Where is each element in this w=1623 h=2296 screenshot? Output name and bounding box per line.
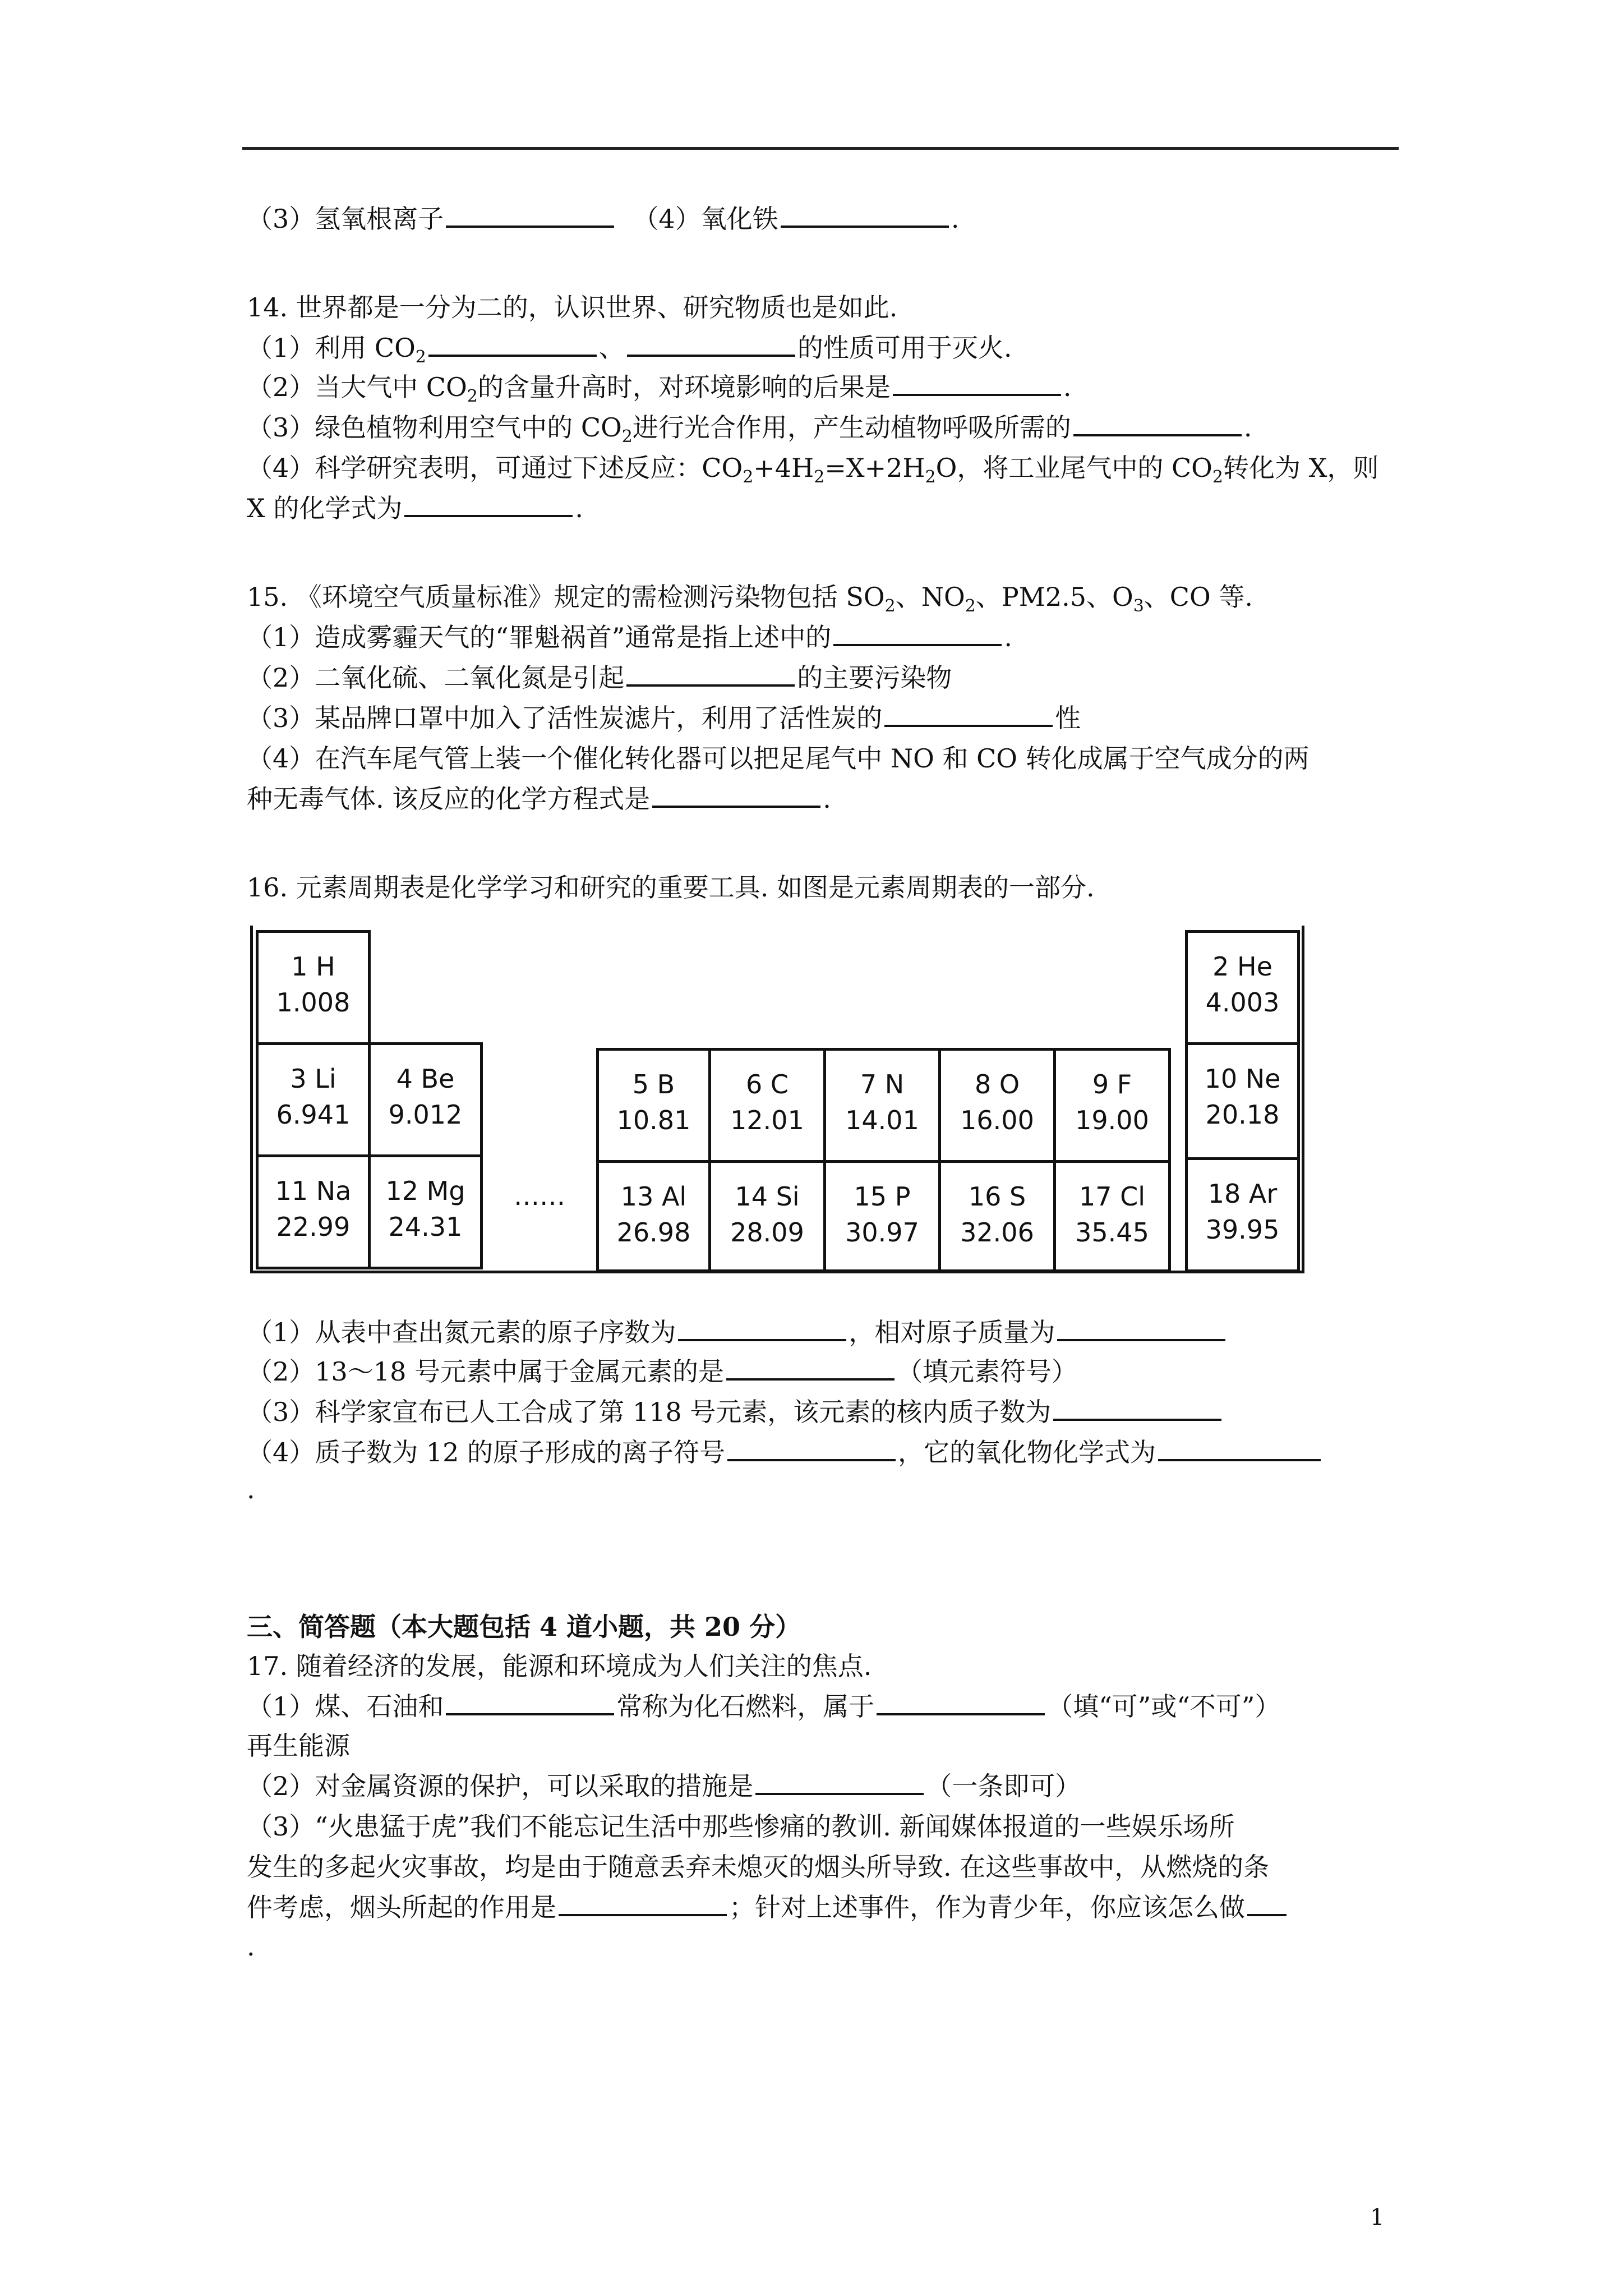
q16-item2 [247,1355,1077,1388]
element-cell-N [823,1048,941,1163]
element-symbol: 6 C [745,1069,789,1099]
element-mass: 14.01 [845,1105,919,1135]
answer-blank[interactable] [1053,1396,1221,1421]
q17-item3-line3 [247,1890,1289,1924]
answer-blank[interactable] [877,1691,1045,1715]
answer-blank[interactable] [727,1437,896,1461]
element-mass: 26.98 [616,1217,691,1248]
q14-item2 [247,370,1072,407]
text: （3）科学家宣布已人工合成了第 118 号元素，该元素的核内质子数为 [247,1397,1052,1427]
element-symbol: 11 Na [275,1176,352,1206]
answer-blank[interactable] [652,783,820,808]
page-number: 1 [1370,2205,1385,2230]
element-mass: 39.95 [1205,1214,1280,1245]
element-symbol: 13 Al [620,1181,687,1212]
q14-stem: 14. 世界都是一分为二的，认识世界、研究物质也是如此. [247,292,898,323]
element-cell-F [1053,1048,1171,1163]
element-symbol: 9 F [1092,1069,1132,1099]
q15-stem [247,580,1253,614]
q17-end-punct: . [247,1931,255,1962]
q14-item4-line2 [247,491,583,525]
answer-blank[interactable] [627,332,795,357]
q17-item3-line1: （3）“火患猛于虎”我们不能忘记生活中那些惨痛的教训. 新闻媒体报道的一些娱乐场所 [247,1811,1235,1842]
text: （3）某品牌口罩中加入了活性炭滤片，利用了活性炭的 [247,703,883,733]
subscript: 2 [965,596,976,616]
subscript: 2 [415,347,426,367]
q14-item1 [247,331,1012,365]
text: . [823,784,831,814]
answer-blank[interactable] [726,1356,895,1381]
element-symbol: 5 B [632,1069,675,1099]
q15-item3 [247,701,1081,735]
text: 、NO [895,582,965,612]
text: （4）科学研究表明，可通过下述反应：CO [247,453,743,483]
text: . [1063,372,1072,402]
element-mass: 22.99 [276,1212,351,1242]
text: +4H [753,453,814,483]
element-mass: 16.00 [960,1105,1034,1135]
element-symbol: 4 Be [396,1064,455,1094]
text: 、CO 等. [1144,582,1253,612]
text: 件考虑，烟头所起的作用是 [247,1892,556,1922]
q17-item2 [247,1769,1081,1803]
q13-item4-text: （4）氧化铁 [633,204,778,234]
subscript: 2 [925,467,936,487]
text: 进行光合作用，产生动植物呼吸所需的 [632,412,1071,443]
element-mass: 9.012 [388,1099,463,1130]
text: 、PM2.5、O [975,582,1133,612]
element-mass: 35.45 [1075,1217,1149,1248]
element-cell-Mg [368,1154,483,1269]
text: （1）造成雾霾天气的“罪魁祸首”通常是指上述中的 [247,622,832,652]
text: （2）13～18 号元素中属于金属元素的是 [247,1356,724,1387]
element-cell-P [823,1160,941,1272]
q14-item4-line1 [247,451,1378,485]
text: （一条即可） [926,1771,1081,1801]
q16-end-punct: . [247,1474,255,1504]
element-symbol: 14 Si [735,1181,800,1212]
element-cell-Na [256,1154,371,1269]
text: （2）对金属资源的保护，可以采取的措施是 [247,1771,754,1801]
q16-item4 [247,1435,1323,1469]
answer-blank[interactable] [1158,1437,1321,1461]
text: . [1243,412,1252,443]
element-mass: 20.18 [1205,1099,1280,1130]
element-mass: 28.09 [730,1217,804,1248]
answer-blank[interactable] [559,1892,727,1916]
periodic-table-image [250,926,1316,1290]
subscript: 2 [621,427,633,447]
q14-item3 [247,411,1252,447]
element-cell-S [938,1160,1056,1272]
text: ，它的氧化物化学式为 [898,1437,1156,1467]
text: 的主要污染物 [797,662,952,693]
answer-blank[interactable] [404,493,573,517]
answer-blank[interactable] [781,203,949,228]
text: 、 [598,333,625,363]
element-cell-C [708,1048,826,1163]
element-cell-Be [368,1042,483,1157]
q17-stem: 17. 随着经济的发展，能源和环境成为人们关注的焦点. [247,1651,872,1681]
text: . [575,493,583,523]
q16-stem: 16. 元素周期表是化学学习和研究的重要工具. 如图是元素周期表的一部分. [247,872,1095,903]
element-cell-Ne [1185,1042,1300,1160]
text: （4）质子数为 12 的原子形成的离子符号 [247,1437,726,1467]
text: ；针对上述事件，作为青少年，你应该怎么做 [729,1892,1245,1922]
q13-item3-text: （3）氢氧根离子 [247,204,444,234]
q13-items-3-4 [247,202,959,236]
element-mass: 32.06 [960,1217,1034,1248]
element-cell-Ar [1185,1157,1300,1272]
text: （1）利用 CO [247,333,416,363]
element-cell-Al [596,1160,711,1272]
element-symbol: 10 Ne [1204,1064,1281,1094]
text: （填元素符号） [896,1356,1077,1387]
text: O，将工业尾气中的 CO [935,453,1212,483]
element-cell-O [938,1048,1056,1163]
answer-blank[interactable] [626,662,795,687]
element-mass: 19.00 [1075,1105,1149,1135]
element-cell-Cl [1053,1160,1171,1272]
element-symbol: 12 Mg [385,1176,465,1206]
text: ，相对原子质量为 [849,1317,1055,1347]
element-mass: 6.941 [276,1099,351,1130]
subscript: 2 [814,467,825,487]
element-symbol: 2 He [1212,951,1272,982]
subscript: 3 [1133,596,1144,616]
q15-item2 [247,661,952,694]
text: 种无毒气体. 该反应的化学方程式是 [247,784,651,814]
answer-blank[interactable] [833,622,1002,646]
text: （填“可”或“不可”） [1047,1691,1281,1722]
text: 常称为化石燃料，属于 [616,1691,875,1722]
answer-blank[interactable] [1057,1317,1225,1341]
answer-blank[interactable] [446,203,614,228]
text: （1）煤、石油和 [247,1691,444,1722]
q16-item3 [247,1395,1224,1429]
element-cell-H [256,930,371,1045]
text: 15. 《环境空气质量标准》规定的需检测污染物包括 SO [247,582,885,612]
subscript: 2 [467,386,478,407]
table-frame-left [250,926,253,1273]
text: . [1004,622,1012,652]
text: =X+2H [824,453,925,483]
element-cell-Li [256,1042,371,1157]
q17-item1 [247,1690,1280,1723]
answer-blank[interactable] [884,702,1053,727]
text: （2）当大气中 CO [247,372,467,402]
section-heading: 三、简答题（本大题包括 4 道小题，共 20 分） [247,1612,801,1642]
punct: . [951,204,960,234]
text: X 的化学式为 [247,493,403,523]
element-symbol: 1 H [291,951,335,982]
element-mass: 30.97 [845,1217,919,1248]
element-mass: 24.31 [388,1212,463,1242]
q15-item4-line1: （4）在汽车尾气管上装一个催化转化器可以把足尾气中 NO 和 CO 转化成属于空气成分的两 [247,743,1310,774]
q17-item3-line2: 发生的多起火灾事故，均是由于随意丢弃未熄灭的烟头所导致. 在这些事故中，从燃烧的条 [247,1852,1270,1882]
element-symbol: 17 Cl [1078,1181,1146,1212]
element-symbol: 15 P [854,1181,911,1212]
element-mass: 10.81 [616,1105,691,1135]
text: （2）二氧化硫、二氧化氮是引起 [247,662,625,693]
subscript: 2 [884,596,896,616]
element-symbol: 3 Li [290,1064,336,1094]
element-cell-He [1185,930,1300,1045]
subscript: 2 [1212,467,1223,487]
answer-blank[interactable] [446,1691,614,1715]
q17-item1-line2: 再生能源 [247,1731,350,1761]
text: 性 [1055,703,1081,733]
text: 转化为 X，则 [1223,453,1379,483]
ellipsis-dots: …… [514,1181,565,1211]
element-symbol: 18 Ar [1207,1179,1278,1209]
q15-item4-line2 [247,782,831,816]
element-symbol: 7 N [860,1069,905,1099]
text: 的含量升高时，对环境影响的后果是 [477,372,891,402]
q15-item1 [247,620,1012,654]
answer-blank[interactable] [1247,1892,1287,1916]
element-mass: 1.008 [276,987,351,1018]
answer-blank[interactable] [755,1770,924,1795]
text: （1）从表中查出氮元素的原子序数为 [247,1317,676,1347]
element-mass: 12.01 [730,1105,804,1135]
subscript: 2 [743,467,754,487]
element-symbol: 8 O [974,1069,1020,1099]
element-symbol: 16 S [968,1181,1026,1212]
answer-blank[interactable] [1073,412,1242,436]
answer-blank[interactable] [428,332,597,357]
text: （3）绿色植物利用空气中的 CO [247,412,622,443]
element-mass: 4.003 [1205,987,1280,1018]
q16-item1 [247,1315,1228,1349]
table-frame-right [1302,926,1304,1273]
element-cell-Si [708,1160,826,1272]
text: 的性质可用于灭火. [797,333,1012,363]
answer-blank[interactable] [893,371,1061,396]
header-rule [242,147,1399,150]
answer-blank[interactable] [678,1317,846,1341]
element-cell-B [596,1048,711,1163]
